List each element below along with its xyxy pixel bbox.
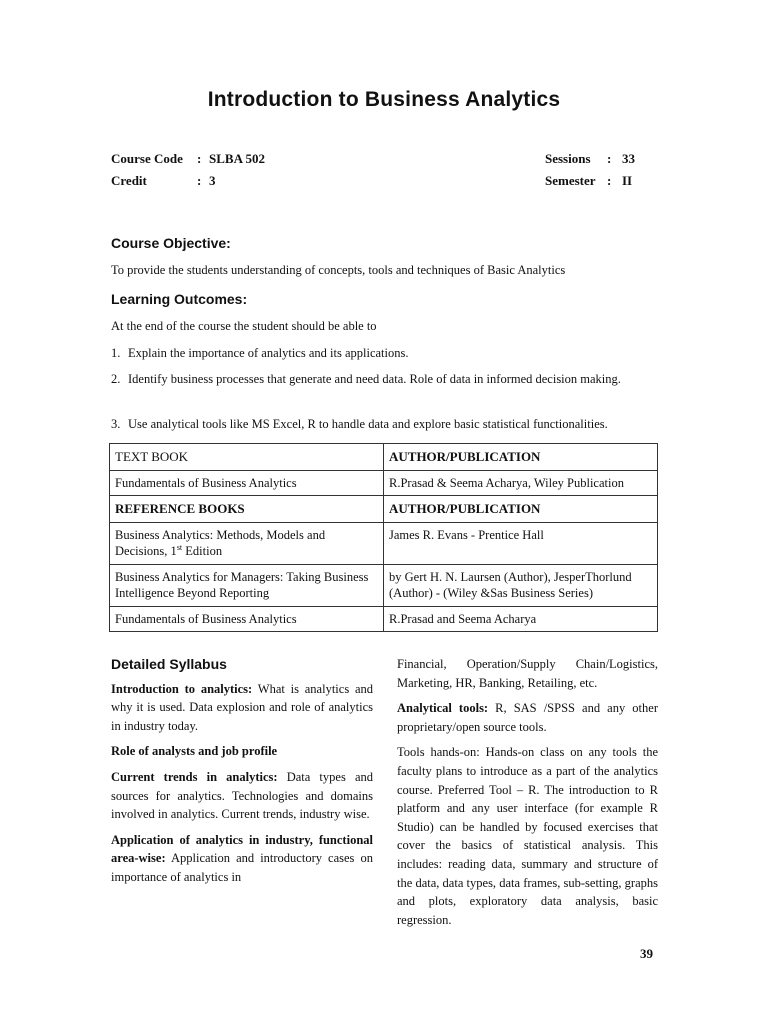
course-code-value: SLBA 502 [209, 151, 265, 166]
page-number: 39 [640, 946, 653, 961]
outcome-item-3 [111, 416, 658, 433]
table-row [110, 523, 658, 565]
application-continued-text: Financial, Operation/Supply Chain/Logistics, Marketing, HR, Banking, Retailing, etc. [397, 657, 658, 690]
outcome-item-1 [111, 345, 658, 362]
outcome-item-2 [111, 371, 658, 388]
learning-outcomes-intro: At the end of the course the student should be able to [111, 319, 377, 333]
role-analysts-label: Role of analysts and job profile [111, 744, 278, 759]
course-code-row [111, 151, 265, 167]
reference-books-header-row [110, 496, 658, 523]
outcome-number: 2. [111, 372, 121, 386]
semester-label: Semester [545, 173, 596, 188]
credit-row [111, 173, 216, 189]
text-book-author: R.Prasad & Seema Acharya, Wiley Publication [384, 471, 658, 496]
reference-book-title: Business Analytics for Managers: Taking Business Intelligence Beyond Reporting [110, 565, 384, 607]
text-book-header: TEXT BOOK [110, 444, 384, 471]
sessions-row [545, 151, 635, 167]
reference-title-text: Business Analytics: Methods, Models and Decisions, 1 [115, 528, 326, 558]
outcome-number: 3. [111, 417, 121, 431]
outcome-number: 1. [111, 346, 121, 360]
author-publication-header: AUTHOR/PUBLICATION [384, 444, 658, 471]
sessions-separator: : [607, 151, 612, 166]
intro-analytics-paragraph [111, 680, 373, 736]
analytical-tools-label: Analytical tools: [397, 701, 489, 716]
semester-value: II [622, 173, 633, 188]
current-trends-label: Current trends in analytics: [111, 769, 278, 784]
reference-book-author: R.Prasad and Seema Acharya [384, 607, 658, 632]
credit-separator: : [197, 173, 202, 188]
reference-book-author: by Gert H. N. Laursen (Author), JesperThorlund (Author) - (Wiley &Sas Business Series) [384, 565, 658, 607]
reference-book-author: James R. Evans - Prentice Hall [384, 523, 658, 565]
reference-books-header: REFERENCE BOOKS [110, 496, 384, 523]
books-table [109, 443, 658, 632]
intro-analytics-text: What is analytics and why it is used. Data explosion and role of analytics in industry today. [111, 681, 374, 733]
reference-title-edition: Edition [182, 544, 223, 558]
reference-book-title [110, 523, 384, 565]
course-code-separator: : [197, 151, 202, 166]
text-book-header-row [110, 444, 658, 471]
table-row [110, 565, 658, 607]
table-row [110, 607, 658, 632]
outcome-text: Explain the importance of analytics and its applications. [128, 346, 409, 360]
sessions-label: Sessions [545, 151, 591, 166]
role-analysts-paragraph [111, 742, 373, 761]
semester-row [545, 173, 632, 189]
tools-hands-on-paragraph: Tools hands-on: Hands-on class on any tools the faculty plans to introduce as a part of the analytics course. Preferred Tool – R. The introduction to R platform and any user interface (for example R Studio) can be handled by focused exercises that cover the basics of statistical analysis. This includes: reading data, summary and structure of the data, data types, data frames, sub-setting, graphs and plots, exploratory data analysis, basic regression. [397, 745, 658, 927]
outcome-text: Identify business processes that generate and need data. Role of data in informed decision making. [128, 372, 621, 386]
application-paragraph [111, 831, 373, 887]
application-label: Application of analytics in industry, functional area-wise: [111, 832, 373, 866]
intro-analytics-label: Introduction to analytics: [111, 681, 253, 696]
application-text: Application and introductory cases on importance of analytics in [111, 851, 373, 884]
current-trends-paragraph [111, 768, 373, 824]
analytical-tools-text: R, SAS /SPSS and any other proprietary/open source tools. [397, 701, 658, 734]
author-publication-header: AUTHOR/PUBLICATION [384, 496, 658, 523]
reference-book-title: Fundamentals of Business Analytics [110, 607, 384, 632]
analytical-tools-paragraph [397, 699, 658, 736]
edition-superscript: st [176, 542, 183, 552]
syllabus-left-column [111, 655, 373, 894]
credit-label: Credit [111, 173, 147, 188]
course-objective-text: To provide the students understanding of concepts, tools and techniques of Basic Analytics [111, 263, 566, 277]
course-code-label: Course Code [111, 151, 183, 166]
credit-value: 3 [209, 173, 216, 188]
semester-separator: : [607, 173, 612, 188]
table-row [110, 471, 658, 496]
syllabus-right-column [397, 655, 658, 936]
course-objective-heading: Course Objective: [111, 235, 231, 251]
page-title: Introduction to Business Analytics [207, 88, 561, 111]
current-trends-text: Data types and sources for analytics. Technologies and domains involved in analytics. Current trends, industry wise. [111, 769, 373, 822]
sessions-value: 33 [622, 151, 635, 166]
outcome-text: Use analytical tools like MS Excel, R to handle data and explore basic statistical functionalities. [128, 417, 608, 431]
text-book-title: Fundamentals of Business Analytics [110, 471, 384, 496]
detailed-syllabus-heading: Detailed Syllabus [111, 656, 227, 672]
learning-outcomes-heading: Learning Outcomes: [111, 291, 248, 307]
